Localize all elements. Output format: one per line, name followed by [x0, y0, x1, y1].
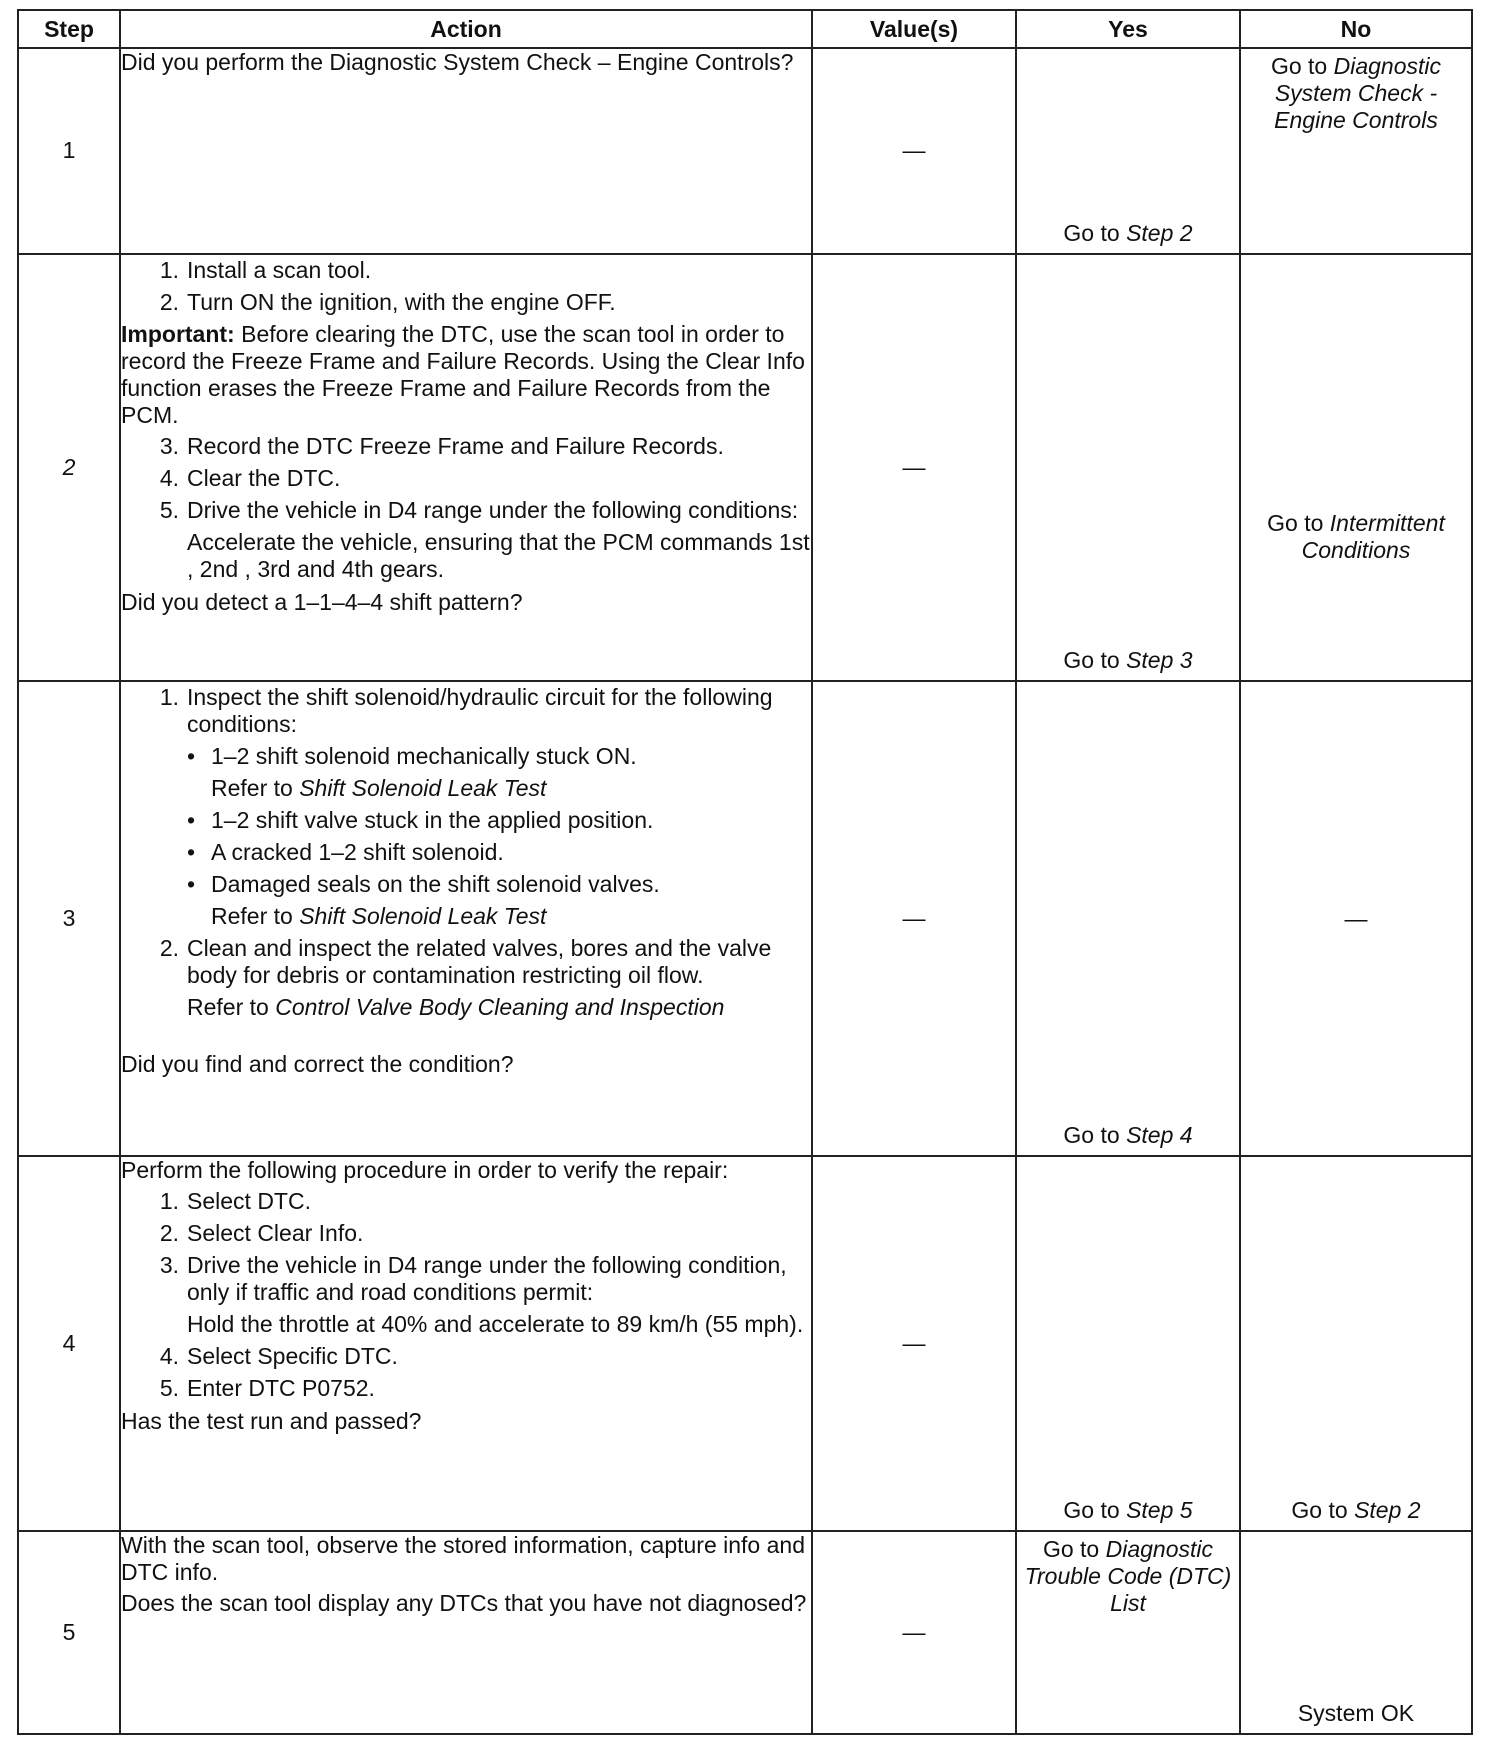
value-cell: — [812, 681, 1016, 1156]
action-question: Did you detect a 1–1–4–4 shift pattern? [121, 588, 523, 615]
diagnostic-table [17, 9, 1473, 1735]
yes-cell [1016, 681, 1240, 1156]
bullet-item: • A cracked 1–2 shift solenoid. [187, 838, 504, 865]
list-item: 3. Drive the vehicle in D4 range under the following condition, only if traffic and road conditions permit: [159, 1252, 787, 1306]
action-question: Did you perform the Diagnostic System Check – Engine Controls? [121, 49, 794, 75]
list-item-note: Accelerate the vehicle, ensuring that the PCM commands 1st , 2nd , 3rd and 4th gears. [187, 528, 810, 582]
yes-link[interactable]: Step 4 [1126, 1122, 1193, 1149]
table-row-step-1 [18, 48, 1472, 254]
reference-link[interactable]: Shift Solenoid Leak Test [299, 902, 547, 929]
step-number: 5 [18, 1531, 120, 1734]
reference: Refer to Control Valve Body Cleaning and Inspection [187, 993, 725, 1020]
list-item: 4. Clear the DTC. [159, 464, 341, 491]
header-yes: Yes [1016, 10, 1240, 48]
yes-cell [1016, 1156, 1240, 1531]
no-cell [1240, 254, 1472, 681]
no-link[interactable]: Step 2 [1354, 1497, 1421, 1523]
reference: Refer to Shift Solenoid Leak Test [211, 774, 547, 801]
step-number: 1 [18, 48, 120, 254]
header-step: Step [18, 10, 120, 48]
action-paragraph: With the scan tool, observe the stored information, capture info and DTC info. [121, 1532, 805, 1585]
reference-link[interactable]: Shift Solenoid Leak Test [299, 774, 547, 801]
value-cell: — [812, 1531, 1016, 1734]
no-link[interactable]: Intermittent Conditions [1301, 509, 1445, 563]
important-note: Important: Before clearing the DTC, use the scan tool in order to record the Freeze Frame and Failure Records. Using the Clear Info function erases the Freeze Frame and Failure Records from the PCM. [121, 320, 805, 428]
yes-link[interactable]: Step 5 [1126, 1497, 1193, 1523]
no-instruction: System OK [1297, 1700, 1415, 1726]
list-item: 2. Turn ON the ignition, with the engine OFF. [159, 288, 616, 315]
no-instruction: Go to Intermittent Conditions [1267, 509, 1445, 563]
list-item: 1. Install a scan tool. [159, 256, 372, 283]
no-cell [1240, 1531, 1472, 1734]
yes-link[interactable]: Step 3 [1126, 646, 1193, 673]
bullet-item: • 1–2 shift valve stuck in the applied position. [187, 806, 654, 833]
yes-cell [1016, 254, 1240, 681]
list-item: 1. Select DTC. [159, 1188, 311, 1215]
no-link[interactable]: Diagnostic System Check - Engine Controls [1274, 53, 1442, 133]
value-cell: — [812, 1156, 1016, 1531]
list-item: 5. Drive the vehicle in D4 range under the following conditions: [159, 496, 799, 523]
reference-link[interactable]: Control Valve Body Cleaning and Inspection [275, 993, 725, 1020]
action-cell [120, 48, 812, 254]
yes-cell [1016, 1531, 1240, 1734]
yes-instruction: Go to Step 4 [1063, 1122, 1193, 1149]
yes-cell [1016, 48, 1240, 254]
value-cell: — [812, 48, 1016, 254]
step-number: 3 [18, 681, 120, 1156]
action-intro: Perform the following procedure in order to verify the repair: [121, 1157, 729, 1184]
no-cell [1240, 681, 1472, 1156]
yes-instruction: Go to Step 2 [1063, 219, 1193, 246]
table-row-step-4 [18, 1156, 1472, 1531]
action-cell [120, 1156, 812, 1531]
list-item: 1. Inspect the shift solenoid/hydraulic circuit for the following conditions: [159, 683, 773, 737]
list-item: 2. Clean and inspect the related valves, bores and the valve body for debris or contamination restricting oil flow. [159, 934, 772, 988]
reference: Refer to Shift Solenoid Leak Test [211, 902, 547, 929]
yes-instruction: Go to Diagnostic Trouble Code (DTC) List [1024, 1536, 1232, 1616]
step-number: 2 [18, 254, 120, 681]
yes-link[interactable]: Step 2 [1126, 219, 1193, 246]
yes-instruction: Go to Step 3 [1063, 646, 1193, 673]
list-item: 2. Select Clear Info. [159, 1220, 364, 1247]
list-item: 4. Select Specific DTC. [159, 1343, 398, 1370]
yes-instruction: Go to Step 5 [1063, 1497, 1193, 1523]
header-action: Action [120, 10, 812, 48]
bullet-item: • 1–2 shift solenoid mechanically stuck ON. [187, 742, 637, 769]
bullet-item: • Damaged seals on the shift solenoid valves. [187, 870, 660, 897]
no-instruction: Go to Diagnostic System Check - Engine Controls [1270, 53, 1442, 133]
header-values: Value(s) [812, 10, 1016, 48]
no-cell [1240, 1156, 1472, 1531]
action-question: Does the scan tool display any DTCs that you have not diagnosed? [121, 1590, 807, 1616]
action-question: Has the test run and passed? [121, 1408, 422, 1435]
list-item: 3. Record the DTC Freeze Frame and Failure Records. [159, 432, 724, 459]
value-cell: — [812, 254, 1016, 681]
yes-link[interactable]: Diagnostic Trouble Code (DTC) List [1024, 1536, 1232, 1616]
header-row [18, 10, 1472, 48]
action-cell [120, 254, 812, 681]
step-number: 4 [18, 1156, 120, 1531]
action-question: Did you find and correct the condition? [121, 1050, 514, 1077]
table-row-step-2 [18, 254, 1472, 681]
list-item: 5. Enter DTC P0752. [159, 1375, 375, 1402]
action-cell [120, 681, 812, 1156]
action-cell [120, 1531, 812, 1734]
header-no: No [1240, 10, 1472, 48]
table-row-step-3 [18, 681, 1472, 1156]
no-instruction: — [1344, 905, 1368, 932]
no-instruction: Go to Step 2 [1291, 1497, 1421, 1523]
list-item-note: Hold the throttle at 40% and accelerate to 89 km/h (55 mph). [187, 1311, 804, 1338]
no-cell [1240, 48, 1472, 254]
table-row-step-5 [18, 1531, 1472, 1734]
